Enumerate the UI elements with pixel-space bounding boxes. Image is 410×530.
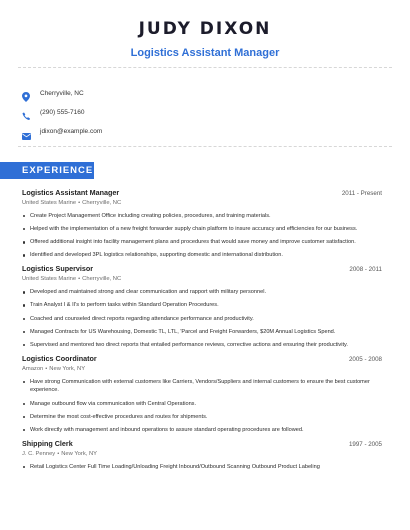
job-company: J. C. Penney [22,450,56,457]
experience-section-header [0,162,94,179]
job-dates: 2008 - 2011 [349,266,382,274]
candidate-title: Logistics Assistant Manager [130,47,280,59]
experience-list [22,188,382,476]
job-entry [22,188,382,260]
job-dates: 1997 - 2005 [348,440,382,448]
job-bullet: Offered additional insight into facility management plans and procedures that would save money and improve customer satisfaction. [22,238,382,247]
job-organization: United States Marine • Cherryville, NC [22,200,122,206]
job-bullet: Helped with the implementation of a new freight forwarder supply chain platform to insure accuracy and efficiencies for our business. [22,225,382,234]
contact-divider [18,146,392,147]
job-bullet: Coached and counseled direct reports regarding attendance performance and productivity. [22,315,382,324]
job-location: New York, NY [61,450,97,457]
contact-list [22,84,102,141]
job-bullet: Identified and developed 3PL logistics relationships, supporting domestic and international distribution. [22,251,382,260]
job-location: Cherryville, NC [82,200,122,206]
header-divider [18,67,392,68]
job-bullet: Train Analyst I & II's to perform tasks within Standard Operation Procedures. [22,301,382,310]
job-dates: 2005 - 2008 [348,355,382,363]
phone-text[interactable]: (290) 555-7160 [40,109,85,116]
job-bullet: Have strong Communication with external customers like Carriers, Vendors/Suppliers and internal customers to ensure the best customer experience. [22,378,382,395]
job-bullet: Supervised and mentored two direct reports that entailed performance reviews, corrective actions and ensuring their productivity. [22,341,382,350]
phone-icon [22,108,32,118]
email-link[interactable]: jdixon@example.com [40,128,103,135]
job-location: New York, NY [49,365,86,372]
job-company: United States Marine [22,276,77,283]
job-title: Logistics Supervisor [22,264,94,274]
job-title: Shipping Clerk [22,438,73,448]
experience-heading: EXPERIENCE [22,165,94,176]
job-organization: United States Marine • Cherryville, NC [22,276,122,283]
job-bullet: Retail Logistics Center Full Time Loading/Unloading Freight Inbound/Outbound Scanning Outbound Product Labeling [22,463,382,472]
job-bullet: Create Project Management Office including creating policies, procedures, and training materials. [22,212,382,221]
job-company: Amazon [22,365,44,372]
contact-location [22,84,102,103]
job-bullet: Work directly with management and inbound operations to assure standard operating procedures are followed. [22,426,382,435]
candidate-name: JUDY DIXON [138,19,272,39]
map-pin-icon [22,89,32,99]
job-entry [22,264,382,349]
job-bullet: Developed and maintained strong and clear communication and rapport with military personnel. [22,288,382,297]
job-company: United States Marine [22,200,77,206]
envelope-icon [22,127,32,137]
job-title: Logistics Assistant Manager [22,188,120,197]
job-bullet: Determine the most cost-effective procedures and routes for shipments. [22,413,382,422]
job-location: Cherryville, NC [82,276,122,283]
contact-email [22,122,102,141]
job-title: Logistics Coordinator [22,353,97,363]
job-organization: Amazon • New York, NY [22,365,86,372]
job-bullet: Managed Contracts for US Warehousing, Domestic TL, LTL, 'Parcel and Freight Forwarders, $20M Annual Logistics Spend. [22,328,382,337]
job-bullets [22,378,382,434]
job-bullets [22,463,382,472]
job-organization: J. C. Penney • New York, NY [22,450,97,457]
job-bullet: Manage outbound flow via communication with Central Operations. [22,400,382,409]
job-dates: 2011 - Present [341,190,382,197]
job-bullets [22,288,382,349]
resume-header [0,0,410,60]
job-entry [22,354,382,434]
contact-phone [22,103,102,122]
location-text: Cherryville, NC [40,90,84,97]
job-entry [22,439,382,472]
job-bullets [22,212,382,260]
